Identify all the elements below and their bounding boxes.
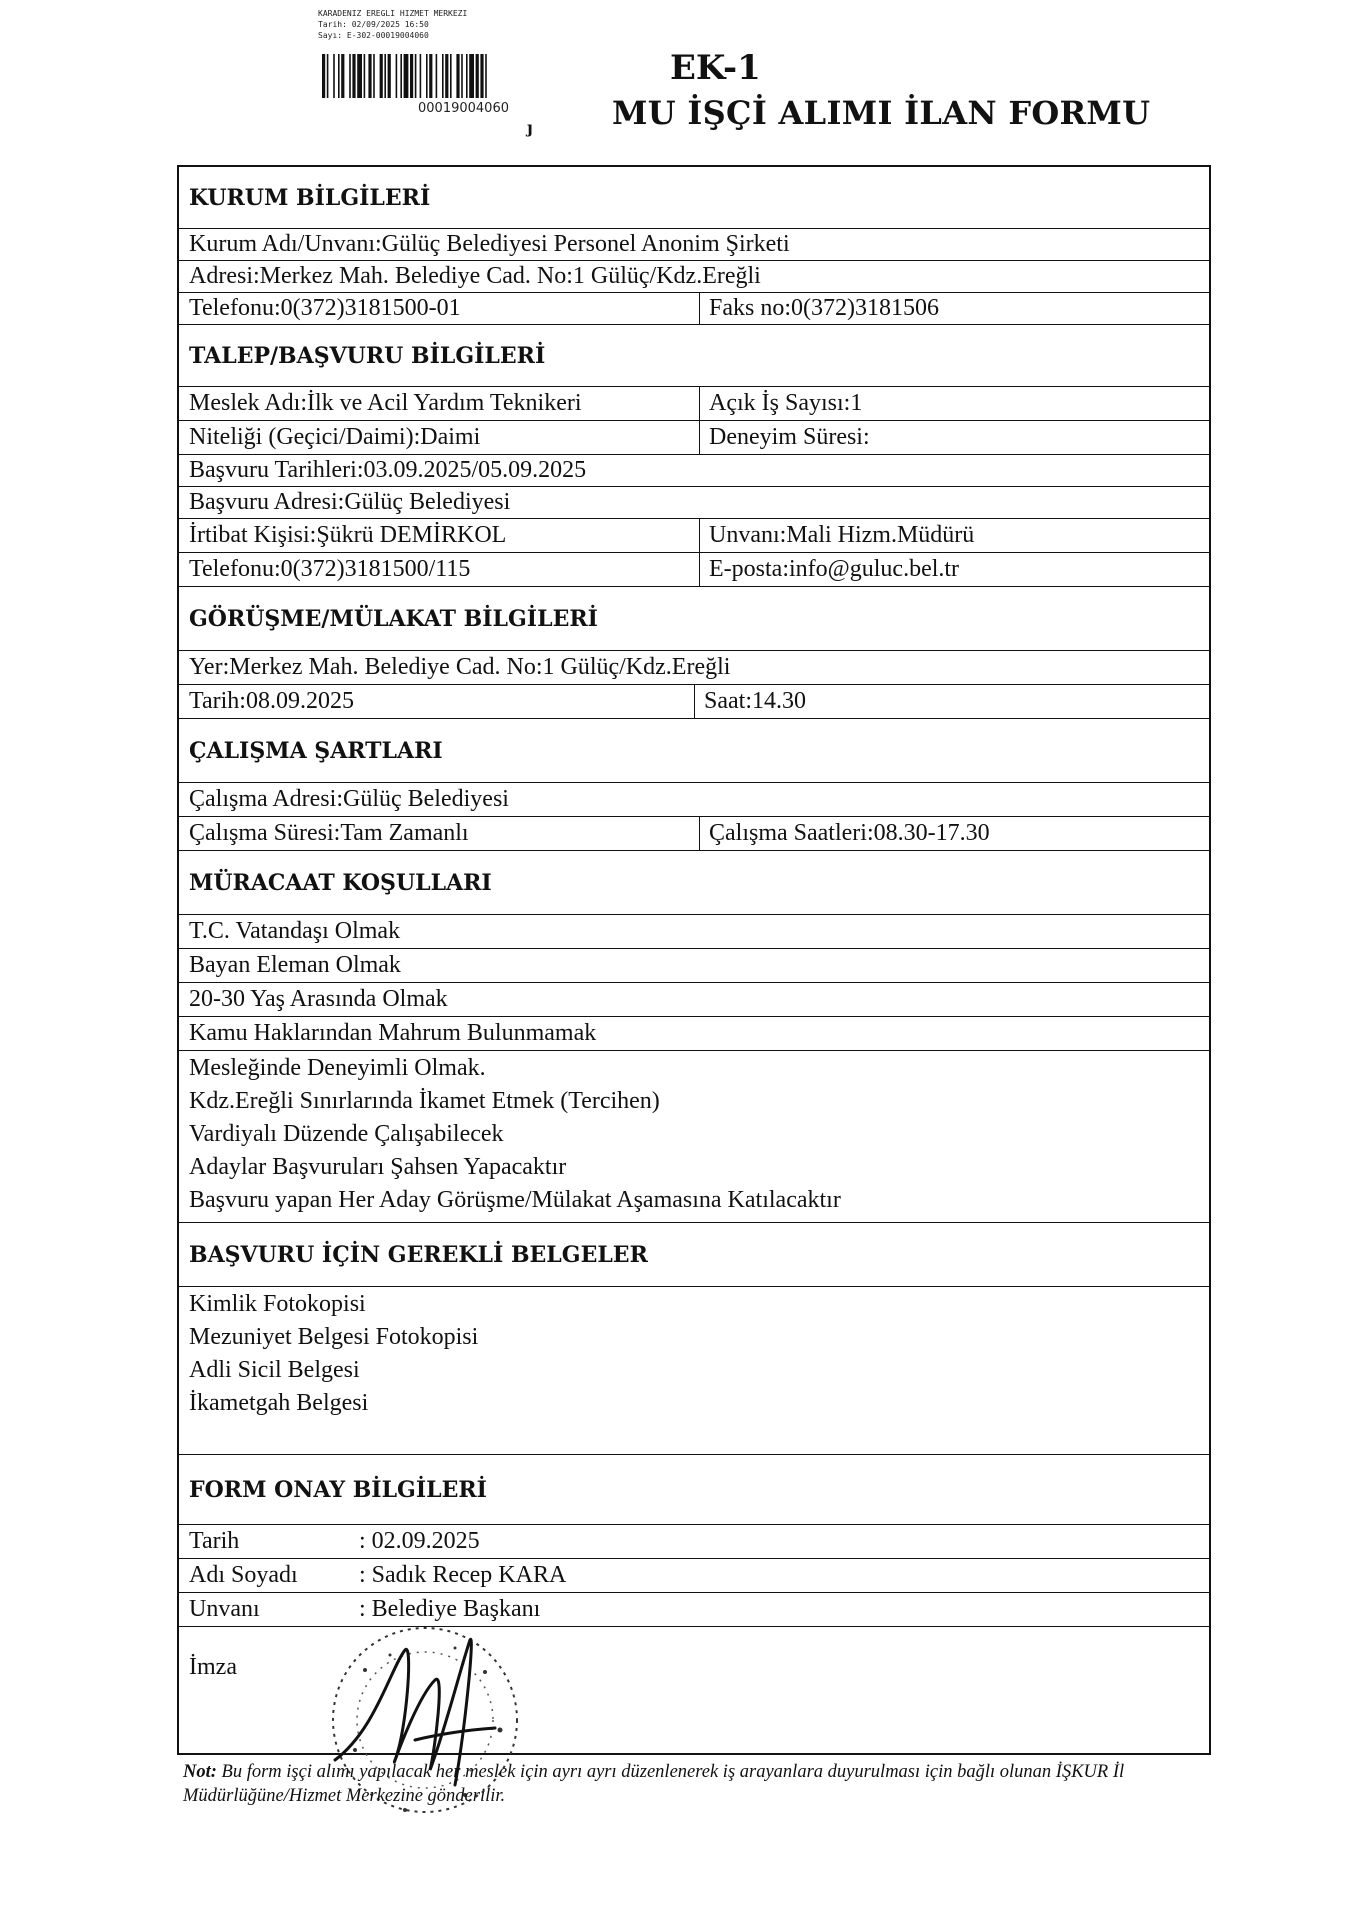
section-heading-kurum: KURUM BİLGİLERİ [179,167,1209,229]
talep-adres-row [179,487,1209,519]
barcode-bar [396,54,398,98]
talep-eposta: E-posta:info@guluc.bel.tr [709,556,960,582]
belge-item: Adli Sicil Belgesi [189,1357,360,1383]
barcode-bar [426,54,428,98]
barcode-bar [357,54,362,98]
barcode-bar [327,54,329,98]
calisma-adres-row [179,783,1209,817]
kurum-telefon-row [179,293,1209,325]
onay-imza-label: İmza [189,1653,237,1680]
barcode-bar [410,54,413,98]
muracaat-item: Adaylar Başvuruları Şahsen Yapacaktır [189,1154,567,1180]
barcode-bar [429,54,432,98]
onay-adi-label: Adı Soyadı [189,1562,298,1588]
barcode-bar [333,54,335,98]
barcode-bar [384,54,386,98]
form-table [177,165,1211,1755]
barcode-bar [445,54,448,98]
barcode-bar [380,54,383,98]
stamp-line: KARADENIZ EREGLI HIZMET MERKEZI [318,9,468,18]
barcode-bar [404,54,409,98]
barcode-bar [368,54,371,98]
muracaat-item: Bayan Eleman Olmak [189,952,401,978]
barcode-bar [476,54,479,98]
kurum-telefon: Telefonu:0(372)3181500-01 [189,295,461,321]
onay-unvan-label: Unvanı [189,1596,260,1622]
calisma-adres: Çalışma Adresi:Gülüç Belediyesi [189,786,509,812]
talep-meslek-row [179,387,1209,421]
stamp-line: Tarih: 02/09/2025 16:50 [318,20,429,29]
barcode-bar [436,54,438,98]
muracaat-item-row [179,915,1209,949]
muracaat-item-row [179,983,1209,1017]
barcode-bar [388,54,391,98]
page-title: MU İŞÇİ ALIMI İLAN FORMU [612,94,1151,132]
talep-deneyim: Deneyim Süresi: [709,424,870,450]
muracaat-item: Mesleğinde Deneyimli Olmak. [189,1055,486,1081]
muracaat-item: Vardiyalı Düzende Çalışabilecek [189,1121,504,1147]
barcode-bar [466,54,468,98]
kurum-adres-row [179,261,1209,293]
official-seal [295,1610,555,1850]
talep-tarihler-row [179,455,1209,487]
muracaat-item: T.C. Vatandaşı Olmak [189,918,401,944]
barcode-bar [341,54,344,98]
section-heading-onay: FORM ONAY BİLGİLERİ [179,1455,1209,1525]
onay-adi-row [179,1559,1209,1593]
belge-item: İkametgah Belgesi [189,1390,369,1416]
section-heading-belgeler: BAŞVURU İÇİN GEREKLİ BELGELER [179,1223,1209,1287]
kurum-faks: Faks no:0(372)3181506 [709,295,939,321]
barcode-bar [450,54,452,98]
belge-item: Kimlik Fotokopisi [189,1291,366,1317]
barcode-number: 00019004060 [418,101,509,116]
kurum-adi: Kurum Adı/Unvanı:Gülüç Belediyesi Personel Anonim Şirketi [189,231,790,257]
muracaat-item: Kamu Haklarından Mahrum Bulunmamak [189,1020,597,1046]
belge-item: Mezuniyet Belgesi Fotokopisi [189,1324,479,1350]
barcode-bar [456,54,459,98]
barcode-bar [400,54,402,98]
muracaat-item: Başvuru yapan Her Aday Görüşme/Mülakat Aşamasına Katılacaktır [189,1187,841,1213]
onay-tarih-value: : 02.09.2025 [359,1528,480,1554]
barcode-bar [420,54,422,98]
gorusme-tarih: Tarih:08.09.2025 [189,688,354,714]
talep-telefon-row [179,553,1209,587]
kurum-adi-row [179,229,1209,261]
incoming-stamp [318,8,467,41]
footer-note [183,1760,1243,1808]
muracaat-item-row [179,1017,1209,1051]
section-heading-gorusme: GÖRÜŞME/MÜLAKAT BİLGİLERİ [179,587,1209,651]
barcode-bar [461,54,463,98]
talep-unvan: Unvanı:Mali Hizm.Müdürü [709,522,975,548]
gorusme-tarih-row [179,685,1209,719]
talep-telefon: Telefonu:0(372)3181500/115 [189,556,471,582]
onay-tarih-label: Tarih [189,1528,240,1554]
muracaat-item: Kdz.Ereğli Sınırlarında İkamet Etmek (Tercihen) [189,1088,660,1114]
talep-irtibat-row [179,519,1209,553]
barcode-bar [364,54,366,98]
barcode-bar [373,54,375,98]
muracaat-multi-row [179,1051,1209,1223]
onay-tarih-row [179,1525,1209,1559]
onay-adi-value: : Sadık Recep KARA [359,1562,567,1588]
tick-mark: ȷ [527,118,533,137]
barcode-bar [442,54,444,98]
gorusme-saat: Saat:14.30 [704,688,806,714]
talep-nitelik: Niteliği (Geçici/Daimi):Daimi [189,424,481,450]
calisma-saatler: Çalışma Saatleri:08.30-17.30 [709,820,990,846]
section-heading-calisma: ÇALIŞMA ŞARTLARI [179,719,1209,783]
muracaat-item-row [179,949,1209,983]
barcode-bar [322,54,325,98]
talep-meslek: Meslek Adı:İlk ve Acil Yardım Teknikeri [189,390,582,416]
barcode-bar [352,54,355,98]
section-heading-muracaat: MÜRACAAT KOŞULLARI [179,851,1209,915]
kurum-adres: Adresi:Merkez Mah. Belediye Cad. No:1 Gülüç/Kdz.Ereğli [189,263,761,289]
calisma-sure-row [179,817,1209,851]
talep-irtibat: İrtibat Kişisi:Şükrü DEMİRKOL [189,522,507,548]
talep-acik-is: Açık İş Sayısı:1 [709,390,863,416]
barcode [322,54,606,98]
barcode-bar [485,54,487,98]
talep-tarihler: Başvuru Tarihleri:03.09.2025/05.09.2025 [189,457,587,483]
talep-nitelik-row [179,421,1209,455]
calisma-sure: Çalışma Süresi:Tam Zamanlı [189,820,469,846]
barcode-bar [349,54,351,98]
barcode-bar [480,54,483,98]
muracaat-item: 20-30 Yaş Arasında Olmak [189,986,448,1012]
barcode-bar [415,54,417,98]
onay-unvan-value: : Belediye Başkanı [359,1596,541,1622]
gorusme-yer-row [179,651,1209,685]
note-text: Bu form işçi alımı yapılacak her meslek için ayrı ayrı düzenlenerek iş arayanlara duyurulması için bağlı olunan İŞKUR İl Müdürlüğüne/Hizmet Merkezine gönderilir. [183,1762,1125,1806]
barcode-bar [469,54,474,98]
note-label: Not: [183,1762,217,1782]
gorusme-yer: Yer:Merkez Mah. Belediye Cad. No:1 Gülüç/Kdz.Ereğli [189,654,731,680]
belgeler-list [179,1287,1209,1455]
barcode-bar [338,54,340,98]
stamp-line: Sayı: E-302-00019004060 [318,31,429,40]
talep-adres: Başvuru Adresi:Gülüç Belediyesi [189,489,511,515]
ek-label: EK-1 [670,48,761,88]
section-heading-talep: TALEP/BAŞVURU BİLGİLERİ [179,325,1209,387]
